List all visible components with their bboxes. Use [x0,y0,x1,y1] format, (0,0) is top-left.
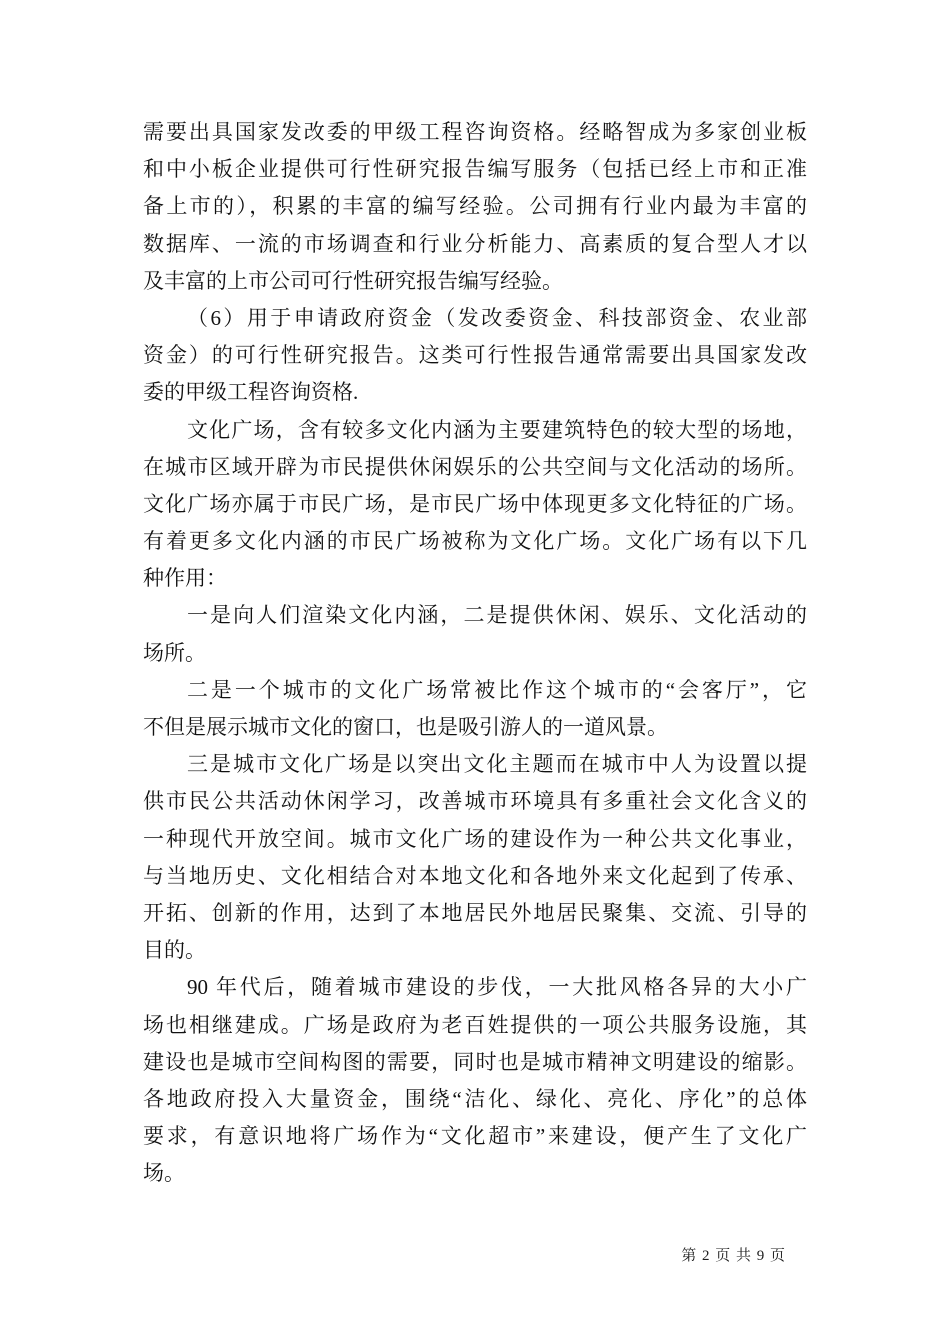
text-line: 二是一个城市的文化广场常被比作这个城市的“会客厅”，它 [187,677,807,702]
text-line: 开拓、创新的作用，达到了本地居民外地居民聚集、交流、引导的 [143,900,807,925]
text-line: 90 年代后，随着城市建设的步伐，一大批风格各异的大小广 [187,975,807,1000]
text-line: 场也相继建成。广场是政府为老百姓提供的一项公共服务设施，其 [143,1012,807,1037]
text-line: 文化广场亦属于市民广场，是市民广场中体现更多文化特征的广场。 [143,491,807,516]
text-line: 和中小板企业提供可行性研究报告编写服务（包括已经上市和正准 [143,157,807,182]
text-line: 文化广场，含有较多文化内涵为主要建筑特色的较大型的场地， [187,417,807,442]
text-line: 一种现代开放空间。城市文化广场的建设作为一种公共文化事业， [143,826,807,851]
text-line: 在城市区域开辟为市民提供休闲娱乐的公共空间与文化活动的场所。 [143,454,807,479]
text-line: 与当地历史、文化相结合对本地文化和各地外来文化起到了传承、 [143,863,807,888]
text-line: 有着更多文化内涵的市民广场被称为文化广场。文化广场有以下几 [143,529,807,554]
text-line: 委的甲级工程咨询资格. [143,380,359,405]
page-footer [143,1245,807,1267]
paragraph [143,114,807,300]
text-line: 三是城市文化广场是以突出文化主题而在城市中人为设置以提 [187,752,807,777]
text-line: 及丰富的上市公司可行性研究报告编写经验。 [143,268,563,293]
paragraph [143,412,807,598]
page-number: 第 2 页 共 9 页 [681,1248,786,1264]
document-body [143,114,807,1192]
text-line: 数据库、一流的市场调查和行业分析能力、高素质的复合型人才以 [143,231,807,256]
text-line: 种作用： [143,566,227,591]
paragraph [143,746,807,969]
text-line: 备上市的），积累的丰富的编写经验。公司拥有行业内最为丰富的 [143,194,807,219]
text-line: 场所。 [143,640,206,665]
paragraph [143,597,807,671]
text-line: 资金）的可行性研究报告。这类可行性报告通常需要出具国家发改 [143,343,807,368]
text-line: 建设也是城市空间构图的需要，同时也是城市精神文明建设的缩影。 [143,1049,807,1074]
text-line: （6）用于申请政府资金（发改委资金、科技部资金、农业部 [187,305,807,330]
text-line: 要求，有意识地将广场作为“文化超市”来建设，便产生了文化广 [143,1124,807,1149]
text-line: 需要出具国家发改委的甲级工程咨询资格。经略智成为多家创业板 [143,120,807,144]
text-line: 场。 [143,1161,185,1186]
text-line: 供市民公共活动休闲学习，改善城市环境具有多重社会文化含义的 [143,789,807,814]
text-line: 一是向人们渲染文化内涵，二是提供休闲、娱乐、文化活动的 [187,603,807,628]
text-line: 目的。 [143,938,206,963]
text-line: 各地政府投入大量资金，围绕“洁化、绿化、亮化、序化”的总体 [143,1086,807,1111]
paragraph [143,300,807,412]
paragraph [143,969,807,1192]
paragraph [143,672,807,746]
text-line: 不但是展示城市文化的窗口，也是吸引游人的一道风景。 [143,715,668,739]
